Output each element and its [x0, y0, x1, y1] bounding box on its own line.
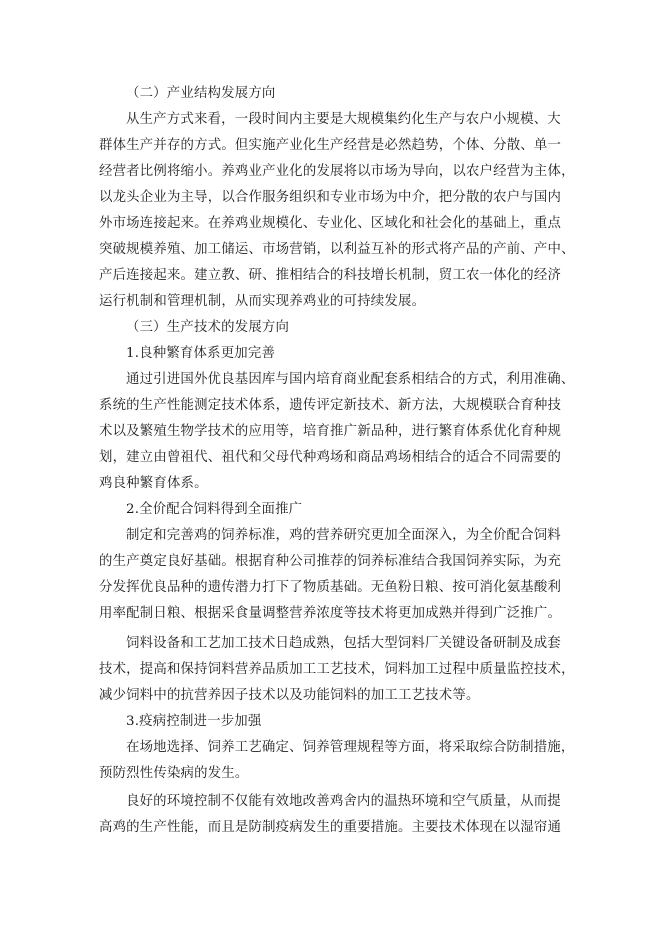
subheading-breeding-system: 1.良种繁育体系更加完善 [126, 346, 276, 361]
paragraph-line: 从生产方式来看，一段时间内主要是大规模集约化生产与农户小规模、大 [126, 112, 561, 127]
paragraph-line: 饲料设备和工艺加工技术日趋成熟，包括大型饲料厂关键设备研制及成套 [126, 636, 561, 651]
subheading-compound-feed: 2.全价配合饲料得到全面推广 [126, 502, 303, 517]
section-heading-production-tech: （三）生产技术的发展方向 [126, 320, 290, 335]
paragraph-line: 预防烈性传染病的发生。 [99, 766, 249, 781]
paragraph-line: 高鸡的生产性能，而且是防制疫病发生的重要措施。主要技术体现在以湿帘通 [99, 820, 562, 835]
paragraph-line: 分发挥优良品种的遗传潜力打下了物质基础。无鱼粉日粮、按可消化氨基酸利 [99, 580, 562, 595]
paragraph-line: 突破规模养殖、加工储运、市场营销，以利益互补的形式将产品的产前、产中、 [99, 242, 575, 257]
paragraph-line: 群体生产并存的方式。但实施产业化生产经营是必然趋势，个体、分散、单一 [99, 138, 562, 153]
paragraph-line: 以龙头企业为主导，以合作服务组织和专业市场为中介，把分散的农户与国内 [99, 190, 562, 205]
paragraph-line: 在场地选择、饲养工艺确定、饲养管理规程等方面，将采取综合防制措施， [126, 740, 575, 755]
paragraph-line: 通过引进国外优良基因库与国内培育商业配套系相结合的方式，利用准确、 [126, 372, 575, 387]
paragraph-line: 鸡良种繁育体系。 [99, 476, 208, 491]
paragraph-line: 经营者比例将缩小。养鸡业产业化的发展将以市场为导向，以农户经营为主体， [99, 164, 575, 179]
section-heading-industry-structure: （二）产业结构发展方向 [126, 86, 276, 101]
paragraph-line: 运行机制和管理机制，从而实现养鸡业的可持续发展。 [99, 294, 426, 309]
paragraph-line: 产后连接起来。建立教、研、推相结合的科技增长机制，贸工农一体化的经济 [99, 268, 562, 283]
subheading-disease-control: 3.疫病控制进一步加强 [126, 714, 262, 729]
paragraph-line: 外市场连接起来。在养鸡业规模化、专业化、区域化和社会化的基础上，重点 [99, 216, 562, 231]
paragraph-line: 制定和完善鸡的饲养标准，鸡的营养研究更加全面深入，为全价配合饲料 [126, 528, 561, 543]
paragraph-line: 划，建立由曾祖代、祖代和父母代种鸡场和商品鸡场相结合的适合不同需要的 [99, 450, 562, 465]
paragraph-line: 的生产奠定良好基础。根据育种公司推荐的饲养标准结合我国饲养实际，为充 [99, 554, 562, 569]
paragraph-line: 良好的环境控制不仅能有效地改善鸡舍内的温热环境和空气质量，从而提 [126, 794, 561, 809]
paragraph-line: 减少饲料中的抗营养因子技术以及功能饲料的加工工艺技术等。 [99, 688, 480, 703]
paragraph-line: 术以及繁殖生物学技术的应用等，培育推广新品种，进行繁育体系优化育种规 [99, 424, 562, 439]
paragraph-line: 技术，提高和保持饲料营养品质加工工艺技术，饲料加工过程中质量监控技术， [99, 662, 575, 677]
paragraph-line: 用率配制日粮、根据采食量调整营养浓度等技术将更加成熟并得到广泛推广。 [99, 606, 562, 621]
paragraph-line: 系统的生产性能测定技术体系，遗传评定新技术、新方法，大规模联合育种技 [99, 398, 562, 413]
